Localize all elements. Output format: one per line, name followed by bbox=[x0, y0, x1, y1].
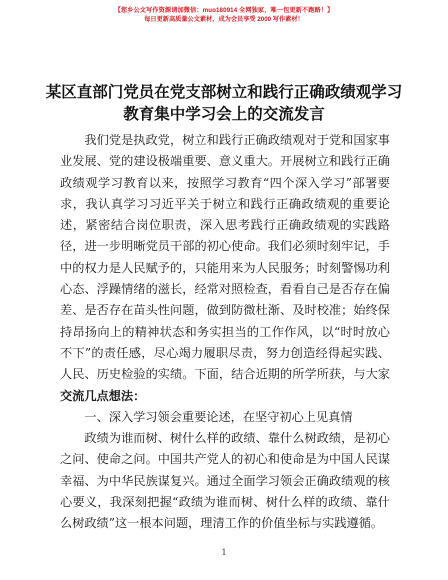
page-number: 1 bbox=[221, 548, 227, 557]
banner-line-2: 每日更新高质量公文素材，成为会员享受 2000 写作素材！ bbox=[144, 16, 304, 23]
banner-line-1: 【您乡公文写作资源请加微信：muo180914 全网独家，唯一包更新不跑路！】 bbox=[114, 7, 334, 14]
document-body bbox=[60, 130, 390, 535]
paragraph-1-text: 我们党是执政党，树立和践行正确政绩观对于党和国家事业发展、党的建设极端重要、意义重大。开展树立和践行正确政绩观学习教育以来，按照学习教育“四个深入学习”部署要求，我认真学习习近平关于树立和践行正确政绩观的重要论述，紧密结合岗位职责，深入思考践行正确政绩观的实践路径，进一步明晰党员干部的初心使命。我们必须时刻牢记，手中的权力是人民赋予的，只能用来为人民服务；时刻警惕功利心态、浮躁情绪的滋长，经常对照检查，看看自己是否存在偏差、是否存在苗头性问题，做到防微杜渐、及时校准；始终保持昂扬向上的精神状态和务实担当的工作作风，以“时时放心不下”的责任感，尽心竭力履职尽责，努力创造经得起实践、人民、历史检验的实绩。下面，结合近期的所学所获，与大家 bbox=[60, 133, 390, 382]
document-title: 某区直部门党员在党支部树立和践行正确政绩观学习教育集中学习会上的交流发言 bbox=[45, 84, 403, 123]
header-banner bbox=[0, 6, 448, 24]
paragraph-1 bbox=[60, 130, 390, 407]
paragraph-2: 政绩为谁而树、树什么样的政绩、靠什么树政绩，是初心之问、使命之问。中国共产党人的初心和使命是为中国人民谋幸福、为中华民族谋复兴。通过全面学习领会正确政绩观的核心要义，我深刻把握“政绩为谁而树、树什么样的政绩、靠什么树政绩”这一根本问题，理清工作的价值坐标与实践遵循。 bbox=[60, 431, 390, 531]
paragraph-1-lead: 交流几点想法： bbox=[60, 388, 146, 403]
section-heading-1: 一、深入学习领会重要论述，在坚守初心上见真情 bbox=[84, 409, 353, 424]
